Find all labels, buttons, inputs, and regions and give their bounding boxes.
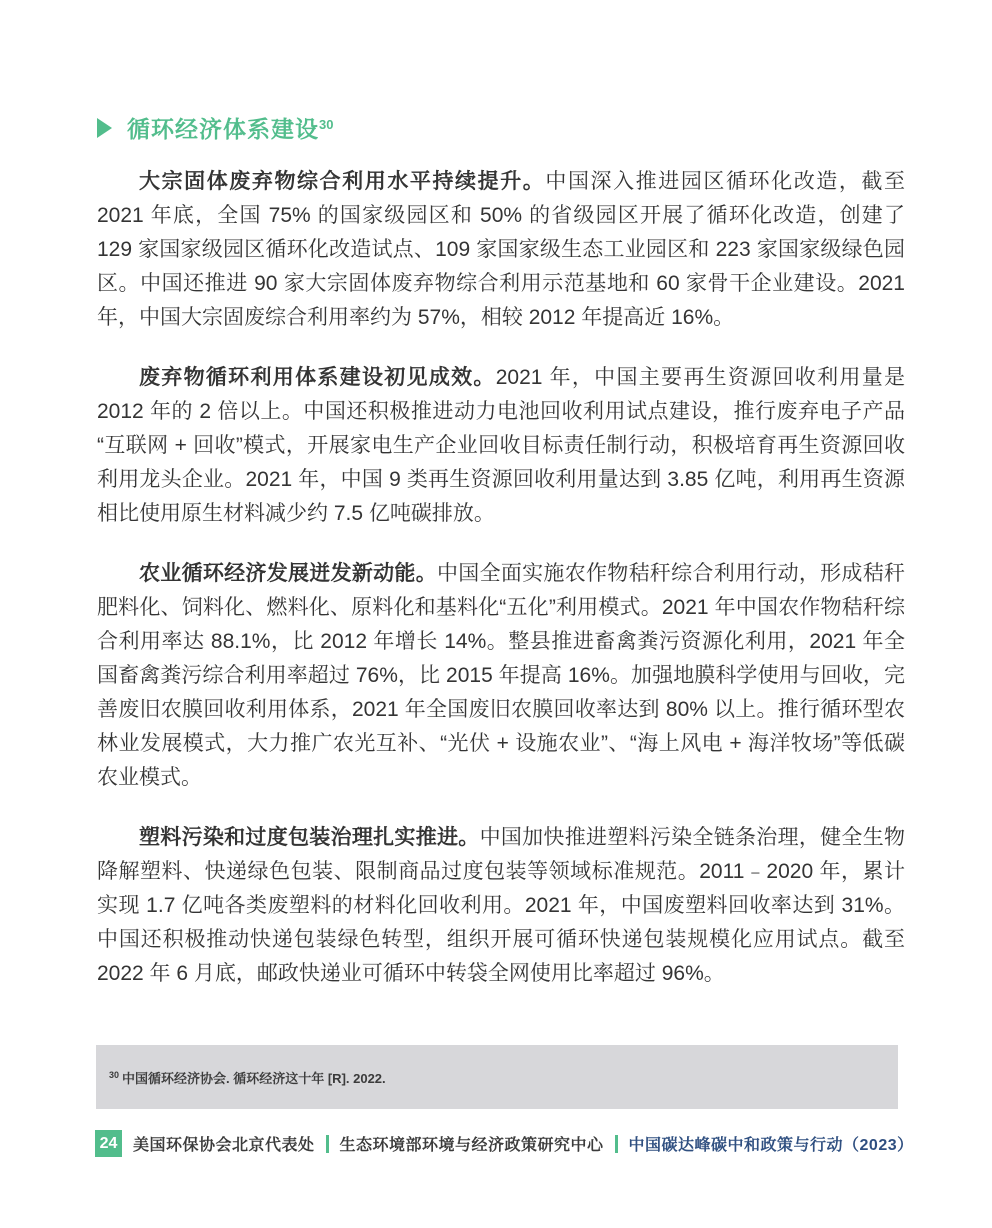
footer-divider [326, 1135, 329, 1153]
section-title-text: 循环经济体系建设 [127, 116, 319, 142]
page-footer [95, 1130, 914, 1157]
section-title-footnote-ref: 30 [319, 117, 334, 132]
footer-org-prcee: 生态环境部环境与经济政策研究中心 [339, 1137, 604, 1154]
paragraph-plastic [97, 821, 905, 991]
triangle-bullet-icon [97, 118, 112, 138]
page-number-badge: 24 [95, 1130, 122, 1157]
paragraph-agriculture [97, 557, 905, 795]
paragraph-body: 中国深入推进园区循环化改造，截至 2021 年底，全国 75% 的国家级园区和 50% 的省级园区开展了循环化改造，创建了 129 家国家级园区循环化改造试点、109 家国家级生态工业园区和 223 家国家级绿色园区。中国还推进 90 家大宗固体废弃物综合利用示范基地和 60 家骨干企业建设。2021 年，中国大宗固废综合利用率约为 57%，相较 2012 年提高近 16%。 [97, 170, 906, 329]
footer-divider [615, 1135, 618, 1153]
section-heading [97, 111, 333, 144]
paragraph-lead: 大宗固体废弃物综合利用水平持续提升。 [139, 170, 546, 193]
paragraph-waste-recycling [97, 361, 905, 531]
section-title [127, 111, 333, 144]
paragraph-solid-waste [97, 165, 905, 335]
paragraph-lead: 废弃物循环利用体系建设初见成效。 [139, 366, 496, 389]
paragraph-lead: 塑料污染和过度包装治理扎实推进。 [139, 826, 480, 849]
paragraph-body: 中国全面实施农作物秸秆综合利用行动，形成秸秆肥料化、饲料化、燃料化、原料化和基料化“五化”利用模式。2021 年中国农作物秸秆综合利用率达 88.1%，比 2012 年增长 14%。整县推进畜禽粪污资源化利用，2021 年全国畜禽粪污综合利用率超过 76%，比 2015 年提高 16%。加强地膜科学使用与回收，完善废旧农膜回收利用体系，2021 年全国废旧农膜回收率达到 80% 以上。推行循环型农林业发展模式，大力推广农光互补、“光伏 + 设施农业”、“海上风电 + 海洋牧场”等低碳农业模式。 [97, 562, 905, 789]
footer-report-title: 中国碳达峰碳中和政策与行动（2023） [628, 1137, 914, 1154]
footer-org-edf: 美国环保协会北京代表处 [133, 1137, 315, 1154]
paragraph-body: 2021 年，中国主要再生资源回收利用量是 2012 年的 2 倍以上。中国还积极推进动力电池回收利用试点建设，推行废弃电子产品“互联网 + 回收”模式，开展家电生产企业回收目标责任制行动，积极培育再生资源回收利用龙头企业。2021 年，中国 9 类再生资源回收利用量达到 3.85 亿吨，利用再生资源相比使用原生材料减少约 7.5 亿吨碳排放。 [97, 366, 905, 525]
footnote-text: 中国循环经济协会. 循环经济这十年 [R]. 2022. [122, 1070, 386, 1086]
paragraph-body: 中国加快推进塑料污染全链条治理，健全生物降解塑料、快递绿色包装、限制商品过度包装等领域标准规范。2011﹣2020 年，累计实现 1.7 亿吨各类废塑料的材料化回收利用。2021 年，中国废塑料回收率达到 31%。中国还积极推动快递包装绿色转型，组织开展可循环快递包装规模化应用试点。截至 2022 年 6 月底，邮政快递业可循环中转袋全网使用比率超过 96%。 [97, 826, 906, 985]
footnote-band [96, 1045, 898, 1109]
paragraph-lead: 农业循环经济发展迸发新动能。 [139, 562, 437, 585]
footnote-number: 30 [109, 1069, 120, 1080]
body-text [97, 165, 905, 1017]
footnote [109, 1068, 386, 1087]
